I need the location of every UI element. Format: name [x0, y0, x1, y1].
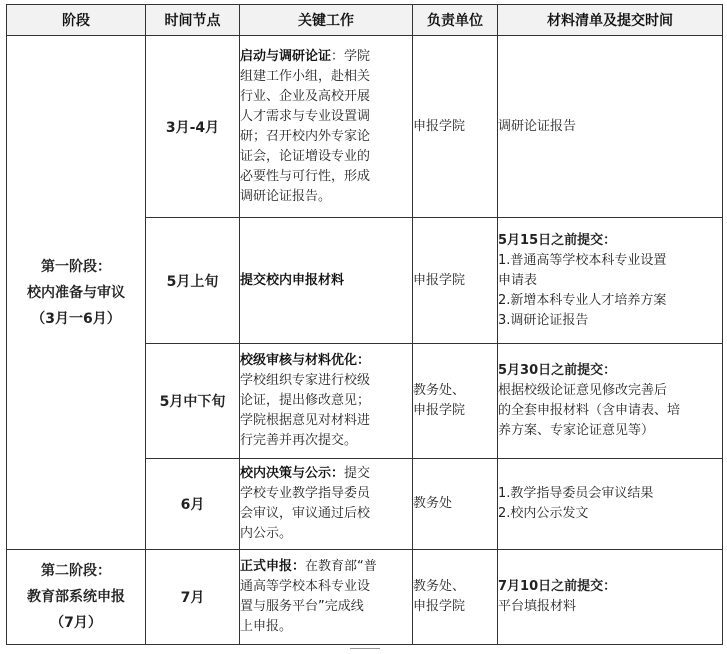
work-title: 校内决策与公示：	[240, 466, 345, 481]
unit-cell	[413, 218, 498, 344]
header-row	[7, 5, 723, 36]
work-line: 学校组织专家进行校级	[240, 373, 371, 388]
schedule-table	[6, 4, 723, 645]
material-line: 养方案、专家论证意见等）	[498, 423, 655, 438]
material-line: 调研论证报告	[498, 118, 577, 134]
unit-cell	[413, 459, 498, 550]
work-title: 启动与调研论证	[240, 48, 332, 64]
time-cell: 3月-4月	[146, 36, 240, 218]
material-line: 1.普通高等学校本科专业设置	[498, 252, 667, 268]
materials-cell	[498, 550, 723, 645]
work-line: 组建工作小组，赴相关	[240, 68, 371, 84]
work-text: 提交	[344, 466, 371, 481]
work-line: 会审议，审议通过后校	[240, 506, 371, 521]
time-cell: 5月上旬	[146, 218, 240, 344]
unit-cell	[413, 344, 498, 459]
header-unit: 负责单位	[413, 5, 498, 36]
work-line: 人才需求与专业设置调	[240, 108, 371, 124]
work-text: 在教育部“普	[305, 559, 377, 574]
unit-line: 申报学院	[413, 272, 466, 288]
material-line: 的全套申报材料（含申请表、培	[498, 403, 681, 418]
work-line: 调研论证报告。	[240, 188, 332, 204]
phase-line: 教育部系统申报	[27, 589, 125, 605]
unit-line: 申报学院	[413, 403, 466, 418]
unit-cell	[413, 550, 498, 645]
header-work: 关键工作	[240, 5, 413, 36]
phase-line: 第一阶段：	[41, 258, 111, 275]
header-time: 时间节点	[146, 5, 240, 36]
unit-line: 申报学院	[413, 599, 466, 614]
work-cell	[240, 218, 413, 344]
unit-line: 教务处	[413, 496, 453, 511]
work-line: 通高等学校本科专业设	[240, 579, 371, 594]
header-materials: 材料清单及提交时间	[498, 5, 723, 36]
material-title: 5月30日之前提交：	[498, 363, 617, 378]
material-line: 平台填报材料	[498, 599, 577, 614]
work-line: 置与服务平台”完成线	[240, 599, 364, 614]
materials-cell	[498, 36, 723, 218]
work-line: 内公示。	[240, 526, 293, 541]
materials-cell	[498, 218, 723, 344]
work-line: 论证，提出修改意见；	[240, 393, 371, 408]
work-text: ：学院	[331, 48, 371, 64]
material-line: 2.校内公示发文	[498, 506, 589, 521]
unit-line: 申报学院	[413, 118, 466, 134]
work-line: 行完善并再次提交。	[240, 433, 358, 448]
work-title: 校级审核与材料优化：	[240, 353, 371, 368]
materials-cell	[498, 459, 723, 550]
time-cell: 6月	[146, 459, 240, 550]
time-cell: 7月	[146, 550, 240, 645]
material-line: 根据校级论证意见修改完善后	[498, 383, 668, 398]
phase-cell-1	[7, 36, 146, 550]
work-line: 证会，论证增设专业的	[240, 148, 371, 164]
material-title: 5月15日之前提交：	[498, 232, 617, 248]
work-line: 上申报。	[240, 619, 293, 634]
work-line	[240, 464, 412, 484]
work-cell	[240, 459, 413, 550]
work-cell	[240, 344, 413, 459]
work-line	[240, 47, 412, 67]
work-line	[240, 557, 412, 577]
unit-cell	[413, 36, 498, 218]
page-divider	[350, 648, 380, 649]
time-cell: 5月中下旬	[146, 344, 240, 459]
material-line: 1.教学指导委员会审议结果	[498, 486, 654, 501]
unit-line: 教务处、	[413, 383, 466, 398]
work-title: 正式申报：	[240, 559, 306, 574]
work-line: 学院根据意见对材料进	[240, 413, 371, 428]
materials-cell	[498, 344, 723, 459]
work-cell	[240, 36, 413, 218]
phase-line: 校内准备与审议	[27, 284, 125, 301]
unit-line: 教务处、	[413, 579, 466, 594]
work-line: 研；召开校内外专家论	[240, 128, 371, 144]
table-row	[7, 550, 723, 645]
material-line: 申请表	[498, 272, 538, 288]
work-line: 行业、企业及高校开展	[240, 88, 371, 104]
phase-line: 第二阶段：	[41, 563, 111, 579]
material-line: 3.调研论证报告	[498, 312, 589, 328]
work-line: 必要性与可行性，形成	[240, 168, 371, 184]
phase-cell-2	[7, 550, 146, 645]
phase-line: （7月）	[50, 615, 102, 631]
work-line: 学校专业教学指导委员	[240, 486, 371, 501]
table-row	[7, 36, 723, 218]
material-title: 7月10日之前提交：	[498, 579, 617, 594]
work-line	[240, 351, 412, 371]
material-line: 2.新增本科专业人才培养方案	[498, 292, 667, 308]
header-phase: 阶段	[7, 5, 146, 36]
work-title: 提交校内申报材料	[240, 272, 345, 288]
phase-line: （3月一6月）	[31, 310, 121, 327]
work-cell	[240, 550, 413, 645]
